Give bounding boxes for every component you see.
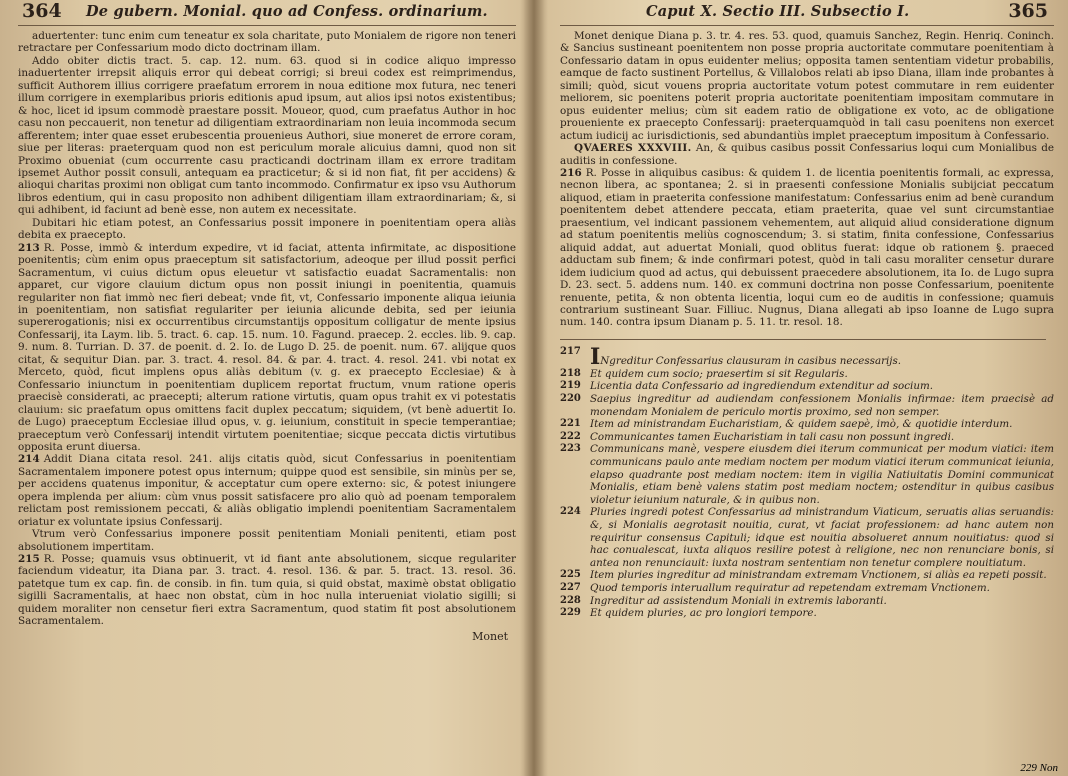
paragraph [18, 30, 516, 55]
paragraph-text: R. Posse, immò & interdum expedire, vt id faciat, attenta infirmitate, ac dispositione poenitentis; cùm enim opus praeceptum sit satisfactorium, adeoque per illud possit perfici Sacramentum, vi cuius dictum opus eleuetur vt satisfactio euadat Sacramentalis: non apparet, cur vigore clauium dictum opus non possit iniungi in poenitentia, quamuis regulariter non fiat immò nec fieri debeat; vnde fit, vt, Confessario imponente aliqua ieiunia in poenitentiam, non satisfiat regulariter per ieiunia alicunde debita, sed per ieiunia supererogationis; nisi ex occurrentibus circumstantijs oppositum colligatur de mente ipsius Confessarij, ita Laym. lib. 5. tract. 6. cap. 15. num. 10. Fagund. praecep. 2. eccles. lib. 9. cap. 9. num. 8. Turrian. D. 37. de poenit. d. 2. Io. de Lugo D. 25. de poenit. num. 67. alijque quos citat, & sequitur Dian. par. 3. tract. 4. resol. 84. & par. 4. tract. 4. resol. 241. vbi notat ex Merceto, quòd, ficut implens opus aliàs debitum (v. g. ex praecepto Ecclesiae) & à Confessario iniunctum in poenitentiam duplicem reportat fructum, vnum ratione operis praecisè considerati, ac praecepti; alterum ratione virtutis, quam opus trahit ex vi potestatis clauium: sic praefatum opus omittens facit duplex peccatum; siquidem, (vt benè aduertit Io. de Lugo) praeceptum Ecclesiae illud opus, v. g. ieiunium, constituit in specie temperantiae; praeceptum verò Confessarij intendit virtutem poenitentiae; sicque peccata dictis virtutibus opposita erunt diuersa. [18, 241, 516, 453]
paragraph [18, 55, 516, 217]
paragraph [560, 142, 1054, 167]
left-running-head [18, 0, 516, 26]
right-page-body [560, 30, 1054, 329]
index-entry [560, 582, 1054, 595]
paragraph [18, 217, 516, 242]
right-running-head [560, 0, 1054, 26]
paragraph [18, 453, 516, 528]
paragraph [18, 553, 516, 628]
right-page [560, 0, 1054, 776]
index-entry-text: Communicantes tamen Eucharistiam in tali casu non possunt ingredi. [590, 430, 955, 443]
index-entry-number: 217 [560, 345, 581, 357]
book-gutter [520, 0, 548, 776]
index-entry [560, 380, 1054, 393]
left-catchword: Monet [472, 629, 508, 643]
paragraph [560, 167, 1054, 329]
paragraph [18, 528, 516, 553]
summary-index [560, 343, 1054, 620]
index-entry [560, 431, 1054, 444]
index-entry [560, 595, 1054, 608]
next-page-catchword: 229 Non [1020, 762, 1058, 774]
index-entry [560, 343, 1054, 370]
index-entry-number: 221 [560, 418, 581, 430]
index-entry-text: Communicans manè, vespere eiusdem diei iterum communicat per modum viatici: item communicans paulo ante mediam noctem per modum viatici iterum communicat ieiunia, elapso quadrante post mediam noctem: item in vigilia Natiuitatis Domini communicat Monialis, etiam benè valens statim post mediam noctem; ostenditur in quibus casibus violetur ieiunium naturale, & in quibus non. [590, 443, 1054, 506]
index-entry-number: 218 [560, 367, 581, 379]
index-entry-text: INgreditur Confessarius clausuram in casibus necessarijs. [590, 343, 902, 370]
left-page-number: 364 [22, 0, 62, 22]
index-entry [560, 393, 1054, 418]
index-entry-text: Item ad ministrandam Eucharistiam, & quidem saepè, imò, & quotidie interdum. [590, 418, 1013, 431]
index-entry-text: Saepius ingreditur ad audiendam confessionem Monialis infirmae: item praecisè ad monendam Monialem de periculo mortis proximo, sed non semper. [590, 393, 1054, 418]
paragraph-text: Dubitari hic etiam potest, an Confessarius possit imponere in poenitentiam opera aliàs debita ex praecepto. [18, 216, 516, 242]
index-entry-text: Item pluries ingreditur ad ministrandam extremam Vnctionem, si aliàs ea repeti possit. [590, 569, 1047, 582]
paragraph [560, 30, 1054, 142]
paragraph [18, 242, 516, 454]
paragraph-number: 216 [560, 166, 582, 179]
index-entry [560, 569, 1054, 582]
index-entry-number: 223 [560, 443, 581, 455]
section-rule [560, 339, 1046, 340]
index-entry-text: Et quidem cum socio; praesertim si sit Regularis. [590, 367, 848, 380]
index-entry [560, 368, 1054, 381]
question-heading: QVAERES XXXVIII. [574, 142, 692, 155]
paragraph-text: R. Posse; quamuis vsus obtinuerit, vt id fiant ante absolutionem, sicque regulariter faciendum videatur, ita Diana par. 3. tract. 4. resol. 136. & par. 5. tract. 13. resol. 36. patetque tum ex cap. fin. de consib. in fin. tum quia, si quid obstat, maximè obstat obligatio sigilli Sacramentalis, at haec non obstat, cùm in hoc nulla interueniat violatio sigilli; si quidem moraliter non censetur fieri extra Sacramentum, quod statim fit post absolutionem Sacramentalem. [18, 553, 516, 628]
left-page-body [18, 30, 516, 628]
index-entry-text: Quod temporis interuallum requiratur ad repetendam extremam Vnctionem. [590, 581, 990, 594]
index-entry [560, 418, 1054, 431]
index-entry-text: Ingreditur ad assistendum Moniali in extremis laboranti. [590, 594, 887, 607]
right-page-number: 365 [1008, 0, 1048, 22]
paragraph-text: Vtrum verò Confessarius imponere possit penitentiam Moniali penitenti, etiam post absolutionem impertitam. [18, 528, 516, 553]
left-page [18, 0, 516, 776]
index-entry [560, 443, 1054, 506]
index-entry [560, 607, 1054, 620]
index-entry-number: 222 [560, 430, 581, 442]
index-entry-number: 220 [560, 393, 581, 405]
paragraph-number: 213 [18, 241, 40, 254]
paragraph-text: Addit Diana citata resol. 241. alijs citatis quòd, sicut Confessarius in poenitentiam Sacramentalem imponere potest opus internum; quippe quod est sensibile, sin minùs per se, per accidens quatenus imponitur, & acceptatur cum opere externo: sic, & potest iniungere opera implenda per alium: cùm vnus possit satisfacere pro alio quò ad poenam temporalem relictam post remissionem peccati, & aliàs obligatio implendi poenitentiam Sacramentalem oriatur ex voluntate ipsius Confessarij. [18, 453, 516, 528]
index-entry [560, 506, 1054, 569]
index-entry-text: Licentia data Confessario ad ingrediendum extenditur ad socium. [590, 380, 933, 393]
index-entry-number: 227 [560, 581, 581, 593]
index-entry-text: Pluries ingredi potest Confessarius ad ministrandum Viaticum, seruatis alias seruandis: &, si Monialis aegrotasit nouitia, curat, vt faciat professionem: ad hanc autem non requiritur consensus Capituli; idque est nouitia absolueret annum nouitiatus: quod si hac conualescat, iuxta aliquos resilire potest à religione, nec non renunciare bonis, si antea non renunciauit: iuxta nostram sententiam non tenetur complere nouitiatum. [590, 506, 1054, 569]
paragraph-text: aduertenter: tunc enim cum teneatur ex sola charitate, puto Monialem de rigore non teneri retractare per Confessarium modo dicto doctrinam illam. [18, 30, 516, 55]
index-entry-number: 228 [560, 594, 581, 606]
index-entry-text: Et quidem pluries, ac pro longiori tempore. [590, 607, 817, 620]
index-entry-number: 219 [560, 380, 581, 392]
paragraph-text: Addo obiter dictis tract. 5. cap. 12. num. 63. quod si in codice aliquo impresso inaduertenter irrepsit aliquis error qui debeat corrigi; si breui codex est reimprimendus, sufficit Authorem illius corrigere praefatum errorem in noua editione mox futura, nec teneri illum corrigere in exemplaribus prioris editionis apud ipsum, aut alios ipsi notos existentibus; & hoc, licet id ipsum commodè praestare possit. Moueor, quod, cum praefatus Author in hoc casu non peccauerit, non tenetur ad diligentiam extraordinariam non leuia incommoda secum afferentem; inter quae esset erubescentia prouenieus Authori, siue moneret de errore coram, siue per literas: praeterquam quod non est periculum morale alicuius damni, quod non sit Proximo obueniat (cum occurrente casu practicandi doctrinam illam ex errore traditam ipsemet Author possit consuli, antequam ea practicetur; & si id non fiat, fit per accidens) & alioqui charitas proximi non obligat cum tanto incommodo. Confirmatur ex ipso vsu Authorum libros edentium, qui in casu proposito non adhibent diligentiam illam extraordinariam; &, si qui adhibent, id faciunt ad benè esse, non autem ex necessitate. [18, 54, 516, 217]
index-entry-number: 225 [560, 569, 581, 581]
paragraph-text: R. Posse in aliquibus casibus: & quidem 1. de licentia poenitentis formali, ac expressa, necnon libera, ac spontanea; 2. si in praesenti confessione Monialis subijciat peccatum aliquod, etiam in praeterita confessione manifestatum: Confessarius enim ad benè curandum poenitentem debet attendere peccata, etiam praeterita, quae vel sunt circumstantiae praesentium, vel indicant passionem vehementem, aut aliquid aliud consideratione dignum ad statum poenitentis meliùs cognoscendum; 3. si statim, finita confessione, Confessarius aliquid addat, aut aduertat Moniali, quod oblitus fuerat: idque ob rationem §. praeced adductam sub finem; & inde confirmari potest, quòd in tali casu moraliter censetur durare idem iudicium quod ad actus, qui debuissent praecedere absolutionem, ita Io. de Lugo supra D. 23. sect. 5. addens num. 140. ex communi doctrina non posse Confessarium, poenitente renuente, petita, & non obtenta licentia, loqui cum eo de auditis in confessione; quamuis contrarium sustineant Suar. Filliuc. Nugnus, Diana allegati ab ipso Ioanne de Lugo supra num. 140. contra ipsum Dianam p. 5. 11. tr. resol. 18. [560, 166, 1054, 329]
paragraph-number: 215 [18, 553, 40, 566]
paragraph-number: 214 [18, 453, 40, 466]
index-entry-number: 229 [560, 607, 581, 619]
left-running-title: De gubern. Monial. quo ad Confess. ordinarium. [86, 3, 488, 20]
right-running-title: Caput X. Sectio III. Subsectio I. [646, 3, 910, 20]
paragraph-text: An, & quibus casibus possit Confessarius loqui cum Monialibus de auditis in confessione. [560, 142, 1054, 167]
index-entry-number: 224 [560, 506, 581, 518]
paragraph-text: Monet denique Diana p. 3. tr. 4. res. 53. quod, quamuis Sanchez, Regin. Henriq. Coninch. & Sancius sustineant poenitentem non posse propria auctoritate commutare poenitentiam à Confessario datam in opus euidenter melius; opposita tamen sententiam videtur probabilis, eamque de facto sustinent Portellus, & Villalobos relati ab ipso Diana, illam inde probantes à simili; quòd, sicut vouens propria auctoritate votum potest commutare in rem euidenter meliorem, sic poenitens poterit propria auctoritate poenitentiam impositam commutare in opus euidenter melius; cùm sit eadem ratio de obligatione ex voto, ac de obligatione proueniente ex praecepto Confessarij: praeterquamquòd in tali casu poenitens non exercet actum iudicij ac iurisdictionis, sed abundantiùs implet praeceptum impositum à Confessario. [560, 30, 1054, 142]
